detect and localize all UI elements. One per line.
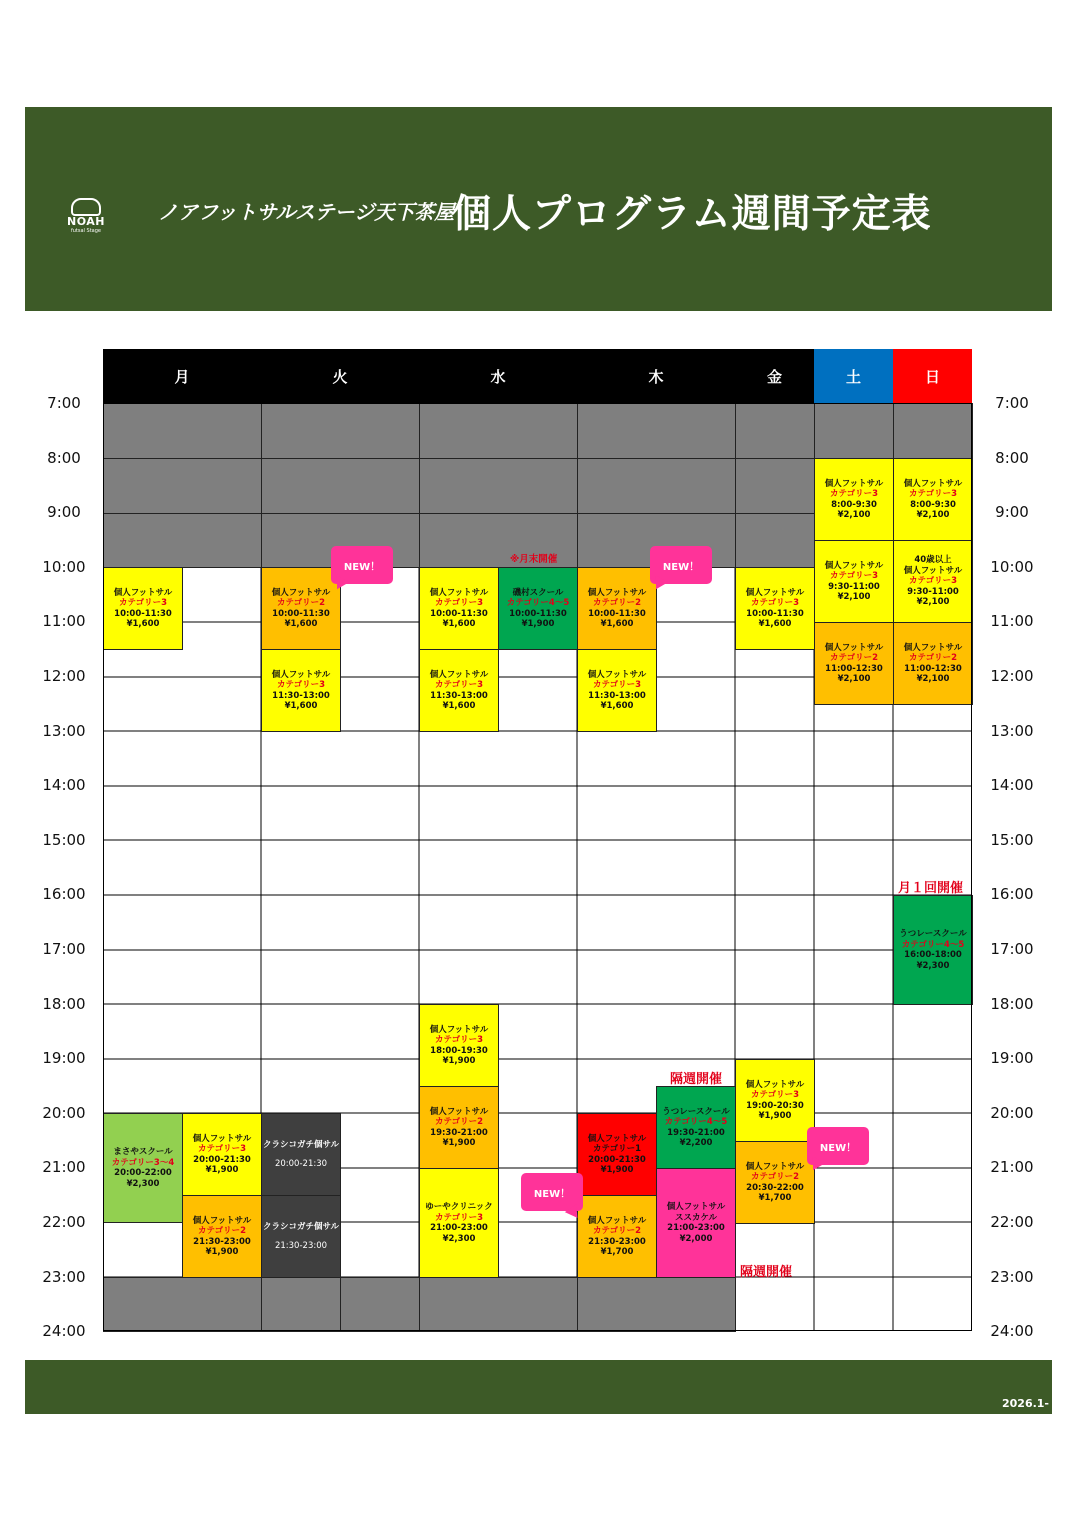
program-slot[interactable]: 40歳以上 個人フットサル カテゴリー3 9:30-11:00 ¥2,100 <box>893 540 973 623</box>
program-slot[interactable]: 個人フットサル カテゴリー2 11:00-12:30 ¥2,100 <box>893 622 973 705</box>
noah-logo: NOAH futsal Stage <box>64 198 108 238</box>
program-slot[interactable]: 磯村スクール カテゴリー4～5 10:00-11:30 ¥1,900 <box>498 567 578 650</box>
day-header-tue: 火 <box>261 349 419 403</box>
program-slot[interactable]: 個人フットサル カテゴリー2 19:30-21:00 ¥1,900 <box>419 1086 499 1169</box>
day-header-mon: 月 <box>103 349 261 403</box>
program-slot[interactable]: クラシコガチ個サル 20:00-21:30 <box>261 1113 341 1196</box>
program-slot[interactable]: 個人フットサル カテゴリー3 11:30-13:00 ¥1,600 <box>261 649 341 732</box>
program-slot[interactable]: 個人フットサル カテゴリー2 11:00-12:30 ¥2,100 <box>814 622 894 705</box>
day-header-sat: 土 <box>814 349 893 403</box>
program-slot[interactable]: 個人フットサル カテゴリー3 10:00-11:30 ¥1,600 <box>419 567 499 650</box>
footer-banner <box>25 1360 1052 1414</box>
program-slot[interactable]: 個人フットサル カテゴリー3 11:30-13:00 ¥1,600 <box>419 649 499 732</box>
program-slot[interactable]: 個人フットサル カテゴリー3 8:00-9:30 ¥2,100 <box>814 458 894 541</box>
program-slot[interactable]: 個人フットサル カテゴリー3 9:30-11:00 ¥2,100 <box>814 540 894 623</box>
program-slot[interactable]: うつレースクール カテゴリー4～5 16:00-18:00 ¥2,300 <box>893 895 973 1005</box>
day-header-sun: 日 <box>893 349 972 403</box>
program-slot[interactable]: 個人フットサル カテゴリー2 20:30-22:00 ¥1,700 <box>735 1141 815 1224</box>
program-slot[interactable]: 個人フットサル カテゴリー2 21:30-23:00 ¥1,700 <box>577 1195 657 1278</box>
program-slot[interactable]: 個人フットサル カテゴリー3 18:00-19:30 ¥1,900 <box>419 1004 499 1087</box>
page-title: 個人プログラム週間予定表 <box>452 192 932 237</box>
program-slot[interactable]: うつレースクール カテゴリー4～5 19:30-21:00 ¥2,200 <box>656 1086 736 1169</box>
program-slot[interactable]: 個人フットサル カテゴリー2 10:00-11:30 ¥1,600 <box>261 567 341 650</box>
program-slot[interactable]: 個人フットサル カテゴリー3 11:30-13:00 ¥1,600 <box>577 649 657 732</box>
program-slot[interactable]: ゆーやクリニック カテゴリー3 21:00-23:00 ¥2,300 <box>419 1168 499 1278</box>
program-slot[interactable]: 個人フットサル カテゴリー2 10:00-11:30 ¥1,600 <box>577 567 657 650</box>
program-slot[interactable]: 個人フットサル ススカケル 21:00-23:00 ¥2,000 <box>656 1168 736 1278</box>
day-header-fri: 金 <box>735 349 814 403</box>
new-badge: NEW！ <box>521 1173 583 1211</box>
monthly-note: 月１回開催 <box>898 881 964 896</box>
program-slot[interactable]: まさやスクール カテゴリー3～4 20:00-22:00 ¥2,300 <box>103 1113 183 1223</box>
biweekly-note: 隔週開催 <box>740 1265 793 1280</box>
monthend-note: ※月末開催 <box>510 554 558 565</box>
program-slot[interactable]: 個人フットサル カテゴリー3 10:00-11:30 ¥1,600 <box>103 567 183 650</box>
new-badge: NEW！ <box>650 546 712 584</box>
program-slot[interactable]: クラシコガチ個サル 21:30-23:00 <box>261 1195 341 1278</box>
program-slot[interactable]: 個人フットサル カテゴリー2 21:30-23:00 ¥1,900 <box>182 1195 262 1278</box>
version-label: 2026.1- <box>1001 1397 1049 1410</box>
biweekly-note: 隔週開催 <box>670 1072 723 1087</box>
program-slot[interactable]: 個人フットサル カテゴリー3 20:00-21:30 ¥1,900 <box>182 1113 262 1196</box>
new-badge: NEW！ <box>807 1127 869 1165</box>
day-header-thu: 木 <box>577 349 735 403</box>
new-badge: NEW！ <box>331 546 393 584</box>
venue-name: ノアフットサルステージ天下茶屋 <box>158 200 455 224</box>
program-slot[interactable]: 個人フットサル カテゴリー1 20:00-21:30 ¥1,900 <box>577 1113 657 1196</box>
day-header-wed: 水 <box>419 349 577 403</box>
program-slot[interactable]: 個人フットサル カテゴリー3 8:00-9:30 ¥2,100 <box>893 458 973 541</box>
program-slot[interactable]: 個人フットサル カテゴリー3 10:00-11:30 ¥1,600 <box>735 567 815 650</box>
program-slot[interactable]: 個人フットサル カテゴリー3 19:00-20:30 ¥1,900 <box>735 1059 815 1142</box>
